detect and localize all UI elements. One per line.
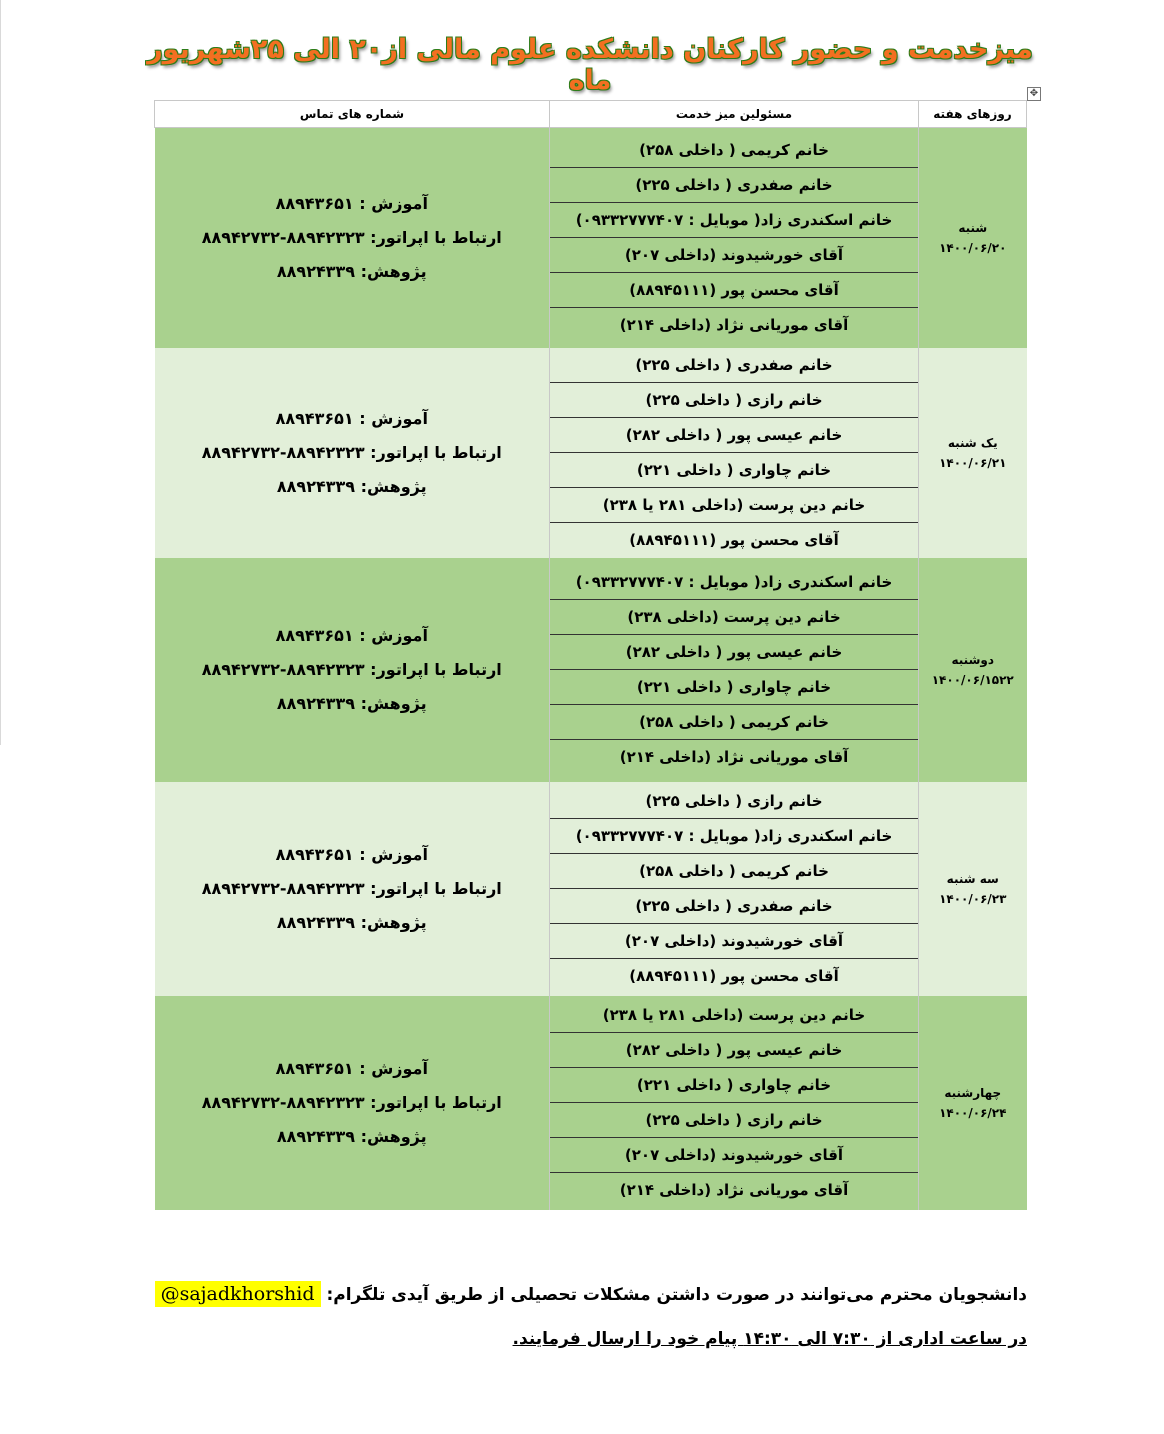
contact-education: آموزش : ۸۸۹۴۳۶۵۱: [275, 1058, 428, 1078]
staff-entry: آقای خورشیدوند (داخلی ۲۰۷): [550, 924, 918, 959]
footer-line-2: در ساعت اداری از ۷:۳۰ الی ۱۴:۳۰ پیام خود را ارسال فرمایند.: [512, 1329, 1027, 1349]
table-row: [155, 782, 1027, 996]
page-title: میزخدمت و حضور کارکنان دانشکده علوم مالی از۲۰ الی ۲۵شهریور ماه: [147, 34, 1033, 96]
contact-operator: ارتباط با اپراتور: ۸۸۹۴۲۳۲۳-۸۸۹۴۲۷۳۲: [201, 227, 502, 247]
day-name: یک شنبه: [947, 435, 998, 450]
day-date: ۱۴۰۰/۰۶/۲۳: [939, 891, 1007, 906]
staff-entry: خانم اسکندری زاد( موبایل : ۰۹۳۳۲۷۷۷۴۰۷): [550, 203, 918, 238]
staff-entry: خانم کریمی ( داخلی ۲۵۸): [550, 854, 918, 889]
day-cell: [919, 996, 1027, 1210]
contact-education: آموزش : ۸۸۹۴۳۶۵۱: [275, 408, 428, 428]
staff-entry: آقای محسن پور (۸۸۹۴۵۱۱۱): [629, 967, 839, 985]
table-row: [155, 128, 1027, 348]
footer-text-1: دانشجویان محترم می‌توانند در صورت داشتن مشکلات تحصیلی از طریق آیدی تلگرام:: [326, 1285, 1027, 1305]
staff-entry: خانم چاواری ( داخلی ۲۲۱): [550, 670, 918, 705]
day-date: ۱۴۰۰/۰۶/۱۵۲۲: [931, 672, 1014, 687]
staff-entry: خانم صفدری ( داخلی ۲۲۵): [550, 348, 918, 383]
footer-note: [100, 1272, 1027, 1361]
staff-entry: آقای خورشیدوند (داخلی ۲۰۷): [550, 238, 918, 273]
staff-cell: [550, 782, 919, 996]
staff-entry: خانم عیسی پور ( داخلی ۲۸۲): [550, 635, 918, 670]
contact-education: آموزش : ۸۸۹۴۳۶۵۱: [275, 625, 428, 645]
day-date: ۱۴۰۰/۰۶/۲۰: [939, 240, 1007, 255]
day-name: شنبه: [958, 220, 988, 235]
table-row: [155, 348, 1027, 558]
staff-entry: خانم رازی ( داخلی ۲۲۵): [550, 383, 918, 418]
day-cell: [919, 782, 1027, 996]
telegram-handle[interactable]: @sajadkhorshid: [155, 1281, 321, 1307]
staff-entry: خانم دین پرست (داخلی ۲۸۱ یا ۲۳۸): [550, 488, 918, 523]
staff-entry: خانم رازی ( داخلی ۲۲۵): [550, 784, 918, 819]
staff-entry: خانم عیسی پور ( داخلی ۲۸۲): [550, 1033, 918, 1068]
staff-entry: آقای موریانی نژاد (داخلی ۲۱۴): [619, 748, 849, 766]
staff-cell: [550, 348, 919, 558]
contact-cell: [155, 348, 550, 558]
move-cross-icon[interactable]: ✥: [1027, 87, 1041, 101]
day-date: ۱۴۰۰/۰۶/۲۴: [939, 1105, 1007, 1120]
schedule-table: [154, 100, 1027, 1210]
staff-entry: خانم کریمی ( داخلی ۲۵۸): [550, 133, 918, 168]
contact-operator: ارتباط با اپراتور: ۸۸۹۴۲۳۲۳-۸۸۹۴۲۷۳۲: [201, 659, 502, 679]
contact-operator: ارتباط با اپراتور: ۸۸۹۴۲۳۲۳-۸۸۹۴۲۷۳۲: [201, 1092, 502, 1112]
contact-cell: [155, 558, 550, 782]
staff-entry: آقای موریانی نژاد (داخلی ۲۱۴): [619, 1181, 849, 1199]
contact-operator: ارتباط با اپراتور: ۸۸۹۴۲۳۲۳-۸۸۹۴۲۷۳۲: [201, 878, 502, 898]
contact-research: پژوهش: ۸۸۹۲۴۳۳۹: [276, 476, 427, 496]
staff-entry: خانم دین پرست (داخلی ۲۳۸): [550, 600, 918, 635]
header-contacts: شماره های تماس: [155, 101, 550, 128]
staff-entry: آقای موریانی نژاد (داخلی ۲۱۴): [619, 316, 849, 335]
schedule-body: [155, 128, 1027, 1210]
header-days: روزهای هفته: [919, 101, 1027, 128]
contact-research: پژوهش: ۸۸۹۲۴۳۳۹: [276, 261, 427, 281]
staff-entry: خانم اسکندری زاد( موبایل : ۰۹۳۳۲۷۷۷۴۰۷): [550, 819, 918, 854]
staff-entry: خانم کریمی ( داخلی ۲۵۸): [550, 705, 918, 740]
staff-cell: [550, 128, 919, 348]
table-row: [155, 996, 1027, 1210]
staff-entry: خانم صفدری ( داخلی ۲۲۵): [550, 889, 918, 924]
staff-entry: آقای محسن پور (۸۸۹۴۵۱۱۱): [629, 531, 839, 549]
contact-cell: [155, 128, 550, 348]
contact-cell: [155, 996, 550, 1210]
footer-line-1: [100, 1272, 1027, 1317]
contact-education: آموزش : ۸۸۹۴۳۶۵۱: [275, 193, 428, 213]
table-row: [155, 558, 1027, 782]
staff-entry: خانم صفدری ( داخلی ۲۲۵): [550, 168, 918, 203]
contact-cell: [155, 782, 550, 996]
contact-operator: ارتباط با اپراتور: ۸۸۹۴۲۳۲۳-۸۸۹۴۲۷۳۲: [201, 442, 502, 462]
staff-entry: خانم اسکندری زاد( موبایل : ۰۹۳۳۲۷۷۷۴۰۷): [550, 565, 918, 600]
contact-research: پژوهش: ۸۸۹۲۴۳۳۹: [276, 1126, 427, 1146]
day-cell: [919, 128, 1027, 348]
contact-research: پژوهش: ۸۸۹۲۴۳۳۹: [276, 693, 427, 713]
table-header-row: [155, 101, 1027, 128]
staff-entry: خانم دین پرست (داخلی ۲۸۱ یا ۲۳۸): [550, 998, 918, 1033]
day-cell: [919, 348, 1027, 558]
staff-entry: آقای خورشیدوند (داخلی ۲۰۷): [550, 1138, 918, 1173]
day-date: ۱۴۰۰/۰۶/۲۱: [939, 455, 1007, 470]
contact-research: پژوهش: ۸۸۹۲۴۳۳۹: [276, 912, 427, 932]
staff-entry: آقای محسن پور (۸۸۹۴۵۱۱۱): [550, 273, 918, 308]
day-cell: [919, 558, 1027, 782]
staff-cell: [550, 558, 919, 782]
contact-education: آموزش : ۸۸۹۴۳۶۵۱: [275, 844, 428, 864]
day-name: دوشنبه: [951, 652, 994, 667]
day-name: چهارشنبه: [944, 1085, 1002, 1100]
staff-entry: خانم عیسی پور ( داخلی ۲۸۲): [550, 418, 918, 453]
staff-cell: [550, 996, 919, 1210]
staff-entry: خانم رازی ( داخلی ۲۲۵): [550, 1103, 918, 1138]
page-left-edge: [0, 0, 3, 745]
staff-entry: خانم چاواری ( داخلی ۲۲۱): [550, 1068, 918, 1103]
day-name: سه شنبه: [946, 871, 999, 886]
staff-entry: خانم چاواری ( داخلی ۲۲۱): [550, 453, 918, 488]
header-staff: مسئولین میز خدمت: [550, 101, 919, 128]
